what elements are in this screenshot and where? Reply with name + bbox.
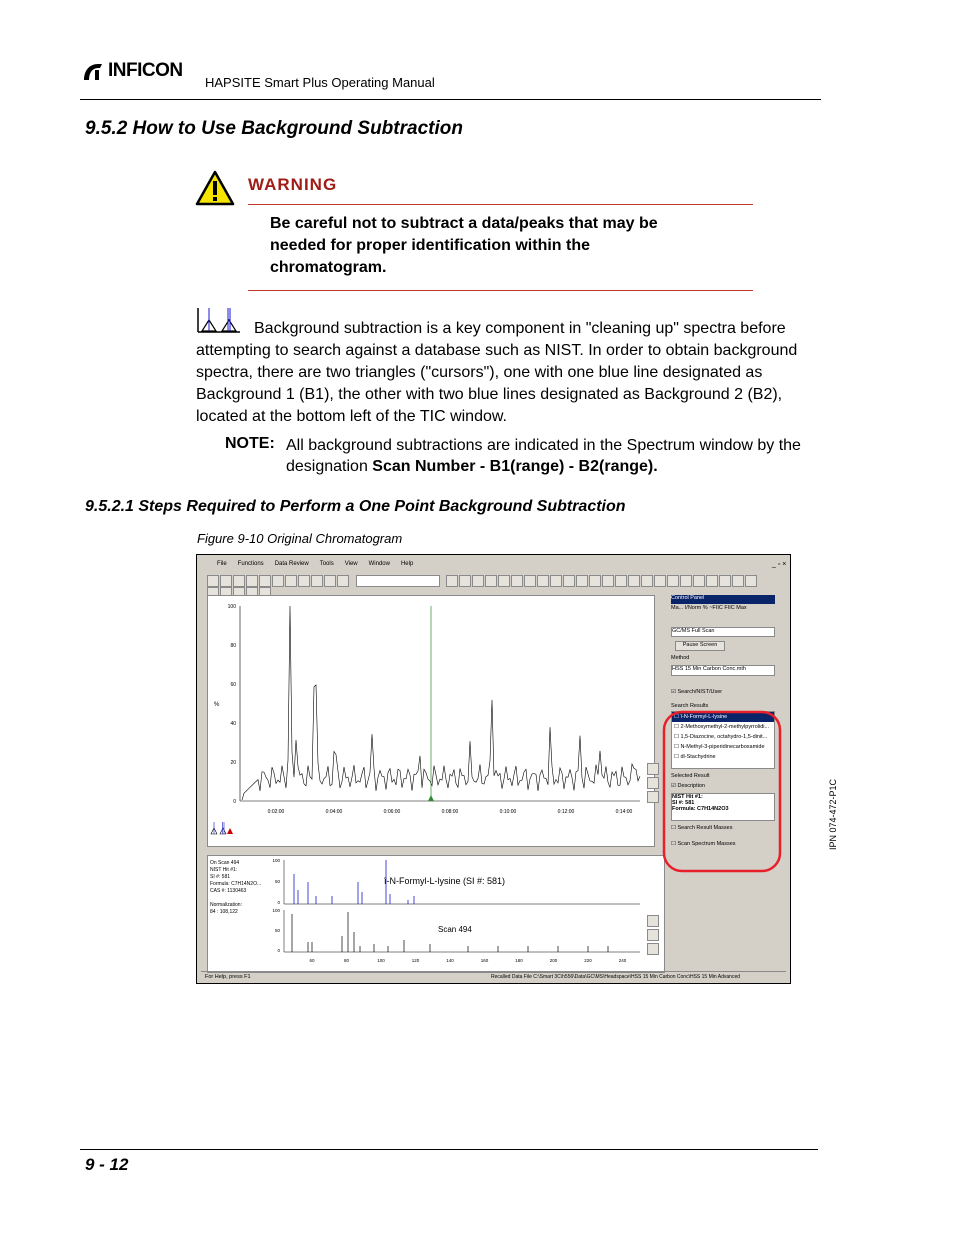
selected-result-label: Selected Result xyxy=(671,773,710,779)
spec-x-tick-label: 160 xyxy=(480,958,489,963)
toolbar-button-icon[interactable] xyxy=(311,575,323,587)
spec-x-tick-label: 220 xyxy=(584,958,592,963)
tic-x-tick-label: 0:10:00 xyxy=(499,809,517,815)
tic-x-tick-label: 0:08:00 xyxy=(441,809,459,815)
tic-y-tick-label: 60 xyxy=(230,682,236,688)
spec-x-tick-label: 80 xyxy=(343,958,350,963)
toolbar-button-icon[interactable] xyxy=(602,575,614,587)
spec-x-tick-label: 60 xyxy=(309,958,315,963)
toolbar-button-icon[interactable] xyxy=(576,575,588,587)
app-menubar xyxy=(197,561,790,573)
tic-x-tick-label: 0:04:00 xyxy=(325,809,343,815)
toolbar-button-icon[interactable] xyxy=(615,575,627,587)
tic-window xyxy=(207,595,655,847)
page-number: 9 - 12 xyxy=(85,1155,129,1174)
tic-x-tick-label: 0:14:00 xyxy=(615,809,633,815)
toolbar-button-icon[interactable] xyxy=(641,575,653,587)
scan-mode-field[interactable]: GC/MS Full Scan xyxy=(671,627,775,637)
toolbar-button-icon[interactable] xyxy=(446,575,458,587)
spectrum-info-line: NIST Hit #1: xyxy=(210,867,238,873)
description-checkbox[interactable]: ☑ Description xyxy=(671,783,705,789)
toolbar-button-icon[interactable] xyxy=(298,575,310,587)
manual-title: HAPSITE Smart Plus Operating Manual xyxy=(205,75,435,90)
menu-item-tools[interactable]: Tools xyxy=(319,561,334,567)
highlight-ellipse xyxy=(661,709,785,875)
lib-y-tick-label: 100 xyxy=(272,858,280,863)
tic-x-tick-label: 0:12:00 xyxy=(557,809,575,815)
spec-x-tick-label: 100 xyxy=(377,958,385,963)
tic-y-tick-label: 100 xyxy=(227,604,236,610)
scan-cursor-marker xyxy=(428,795,434,801)
note-label: NOTE: xyxy=(225,435,275,452)
method-field[interactable]: HSS 15 Min Carbon Conc.mth xyxy=(671,665,775,676)
spectrum-zoom-out-icon[interactable] xyxy=(647,929,659,941)
search-result-item[interactable]: ☐ 2-Methoxymethyl-2-methylpyrrolidi... xyxy=(674,724,770,730)
spectrum-info-line: 84 : 108,122 xyxy=(210,909,238,915)
toolbar-button-icon[interactable] xyxy=(259,575,271,587)
method-label: Method xyxy=(671,655,690,661)
section-heading: 9.5.2 How to Use Background Subtraction xyxy=(85,118,463,139)
footer-rule xyxy=(80,1149,818,1150)
toolbar-button-icon[interactable] xyxy=(524,575,536,587)
spectrum-info-line: SI #: 581 xyxy=(210,874,231,880)
toolbar-button-icon[interactable] xyxy=(693,575,705,587)
menu-item-file[interactable]: File xyxy=(217,561,227,567)
menu-item-data-review[interactable]: Data Review xyxy=(274,561,309,567)
menu-item-window[interactable]: Window xyxy=(368,561,390,567)
search-nist-label: Search/NIST/User xyxy=(677,689,723,695)
toolbar-button-icon[interactable] xyxy=(272,575,284,587)
tic-y-axis-label: % xyxy=(214,702,220,708)
tic-chart xyxy=(208,596,654,846)
scan-spectrum-label: Scan 494 xyxy=(438,925,472,934)
lib-y-tick-label: 50 xyxy=(274,879,280,884)
search-result-item[interactable]: ☐ î-N-Formyl-L-lysine xyxy=(672,712,774,722)
toolbar-button-icon[interactable] xyxy=(563,575,575,587)
toolbar-button-icon[interactable] xyxy=(459,575,471,587)
status-right: Recalled Data File C:\Smart 3C\h556\Data\GC\MS\Headspace\HSS 15 Min Carbon Conc\HSS 15 Min Advanced xyxy=(491,974,741,980)
toolbar-button-icon[interactable] xyxy=(537,575,549,587)
b2-cursor-icon xyxy=(220,828,226,834)
warning-label: WARNING xyxy=(248,175,338,194)
spectrum-info-line: CAS #: 1130463 xyxy=(210,888,247,894)
toolbar-button-icon[interactable] xyxy=(680,575,692,587)
search-result-masses-checkbox[interactable]: ☐ Search Result Masses xyxy=(671,825,733,831)
scan-y-tick-label: 0 xyxy=(277,948,280,953)
toolbar-button-icon[interactable] xyxy=(745,575,757,587)
toolbar-button-icon[interactable] xyxy=(233,575,245,587)
note-text xyxy=(286,435,816,477)
spectrum-info-line: Normalization: xyxy=(210,902,242,908)
window-controls: _ ▫ × xyxy=(772,561,787,568)
toolbar-button-icon[interactable] xyxy=(667,575,679,587)
search-result-item[interactable]: ☐ dl-Stachydrine xyxy=(674,754,716,760)
scan-spectrum-masses-label: Scan Spectrum Masses xyxy=(677,841,736,847)
toolbar-button-icon[interactable] xyxy=(628,575,640,587)
nist-detail-line: NIST Hit #1: xyxy=(672,794,703,800)
warning-rule-top xyxy=(248,204,753,205)
zoom-in-icon[interactable] xyxy=(647,763,659,775)
spectrum-info-line: On Scan 494 xyxy=(210,860,240,866)
spectrum-chart xyxy=(208,856,664,972)
panel-column-header[interactable]: FIIC Max xyxy=(724,605,747,611)
zoom-buttons xyxy=(647,763,659,811)
status-left: For Help, press F1 xyxy=(205,974,251,980)
brand-name: INFICON xyxy=(108,60,183,81)
note-text-prefix: All background subtractions are indicated in the Spectrum window by the designation xyxy=(286,437,801,475)
toolbar-button-icon[interactable] xyxy=(589,575,601,587)
toolbar-button-icon[interactable] xyxy=(472,575,484,587)
spec-x-tick-label: 120 xyxy=(411,958,420,963)
panel-column-header[interactable]: I/Norm % xyxy=(684,605,710,611)
toolbar-button-icon[interactable] xyxy=(654,575,666,587)
toolbar-button-icon[interactable] xyxy=(285,575,297,587)
toolbar-button-icon[interactable] xyxy=(246,575,258,587)
library-spectrum-label: î-N-Formyl-L-lysine (SI #: 581) xyxy=(384,876,506,886)
toolbar-button-icon[interactable] xyxy=(706,575,718,587)
toolbar-button-icon[interactable] xyxy=(550,575,562,587)
scan-y-tick-label: 50 xyxy=(274,928,280,933)
figure-caption: Figure 9-10 Original Chromatogram xyxy=(197,531,403,546)
warning-triangle-icon xyxy=(195,170,235,206)
scan-y-tick-label: 100 xyxy=(272,908,280,913)
chromatogram-screenshot xyxy=(196,554,791,984)
tic-y-tick-label: 40 xyxy=(230,721,236,727)
scan-cursor-icon xyxy=(227,828,233,834)
tic-y-tick-label: 0 xyxy=(233,799,236,805)
search-result-item[interactable]: ☐ 1,5-Diazocine, octahydro-1,5-dinit... xyxy=(674,734,768,740)
tic-y-tick-label: 20 xyxy=(230,760,236,766)
toolbar-button-icon[interactable] xyxy=(337,575,349,587)
menu-item-help[interactable]: Help xyxy=(400,561,414,567)
toolbar-button-icon[interactable] xyxy=(207,575,219,587)
search-result-item[interactable]: ☐ N-Methyl-3-piperidinecarboxamide xyxy=(674,744,765,750)
warning-text: Be careful not to subtract a data/peaks that may be needed for proper identification within the chromatogram. xyxy=(270,215,658,276)
status-bar xyxy=(201,971,786,983)
spec-x-tick-label: 240 xyxy=(618,958,627,963)
spec-x-tick-label: 180 xyxy=(515,958,523,963)
toolbar-button-icon[interactable] xyxy=(220,575,232,587)
spectrum-window xyxy=(207,855,665,973)
spectrum-info-line: Formula: C7H14N2O... xyxy=(210,881,262,887)
tic-x-tick-label: 0:06:00 xyxy=(383,809,401,815)
header-rule xyxy=(80,99,821,100)
toolbar-button-icon[interactable] xyxy=(732,575,744,587)
warning-rule-bottom xyxy=(248,290,753,291)
spectrum-zoom-reset-icon[interactable] xyxy=(647,943,659,955)
ipn-label: IPN 074-472-P1C xyxy=(828,778,838,850)
description-label: Description xyxy=(677,783,705,789)
menu-item-view[interactable]: View xyxy=(344,561,358,567)
panel-columns xyxy=(671,605,775,614)
nist-detail-line: Formula: C7H14N2O3 xyxy=(672,806,729,812)
search-nist-checkbox[interactable]: ☑ Search/NIST/User xyxy=(671,689,723,695)
tic-x-tick-label: 0:02:00 xyxy=(267,809,285,815)
toolbar-combo[interactable] xyxy=(356,575,440,587)
search-result-masses-label: Search Result Masses xyxy=(677,825,733,831)
body-paragraph: Background subtraction is a key component in "cleaning up" spectra before attempting to search against a database such as NIST. In order to obtain background spectra, there are two triangles ("cursors"), one with one blue line designated as Background 1 (B1), the other with two blue lines designated as Background 2 (B2), located at the bottom left of the TIC window. xyxy=(196,320,798,425)
tic-trace xyxy=(242,606,640,800)
subsection-heading: 9.5.2.1 Steps Required to Perform a One Point Background Subtraction xyxy=(85,498,626,515)
toolbar-button-icon[interactable] xyxy=(485,575,497,587)
panel-column-header[interactable]: Ma... xyxy=(671,605,685,611)
spec-x-tick-label: 140 xyxy=(446,958,454,963)
search-results-label: Search Results xyxy=(671,703,709,709)
note-text-bold: Scan Number - B1(range) - B2(range). xyxy=(372,458,658,475)
nist-detail-line: SI #: 581 xyxy=(672,800,695,806)
pause-screen-button[interactable]: Pause Screen xyxy=(675,641,725,651)
toolbar-button-icon[interactable] xyxy=(324,575,336,587)
zoom-reset-icon[interactable] xyxy=(647,791,659,803)
spectrum-zoom-buttons xyxy=(647,915,659,963)
toolbar-button-icon[interactable] xyxy=(719,575,731,587)
toolbar-button-icon[interactable] xyxy=(511,575,523,587)
toolbar-button-icon[interactable] xyxy=(498,575,510,587)
spec-x-tick-label: 200 xyxy=(549,958,558,963)
app-toolbar xyxy=(207,575,767,589)
tic-y-tick-label: 80 xyxy=(230,643,236,649)
zoom-out-icon[interactable] xyxy=(647,777,659,789)
menu-item-functions[interactable]: Functions xyxy=(237,561,264,567)
panel-column-header[interactable]: ~FIIC xyxy=(709,605,725,611)
scan-spectrum-masses-checkbox[interactable]: ☐ Scan Spectrum Masses xyxy=(671,841,736,847)
spectrum-zoom-in-icon[interactable] xyxy=(647,915,659,927)
control-panel-title: Control Panel xyxy=(671,595,775,604)
lib-y-tick-label: 0 xyxy=(277,900,280,905)
